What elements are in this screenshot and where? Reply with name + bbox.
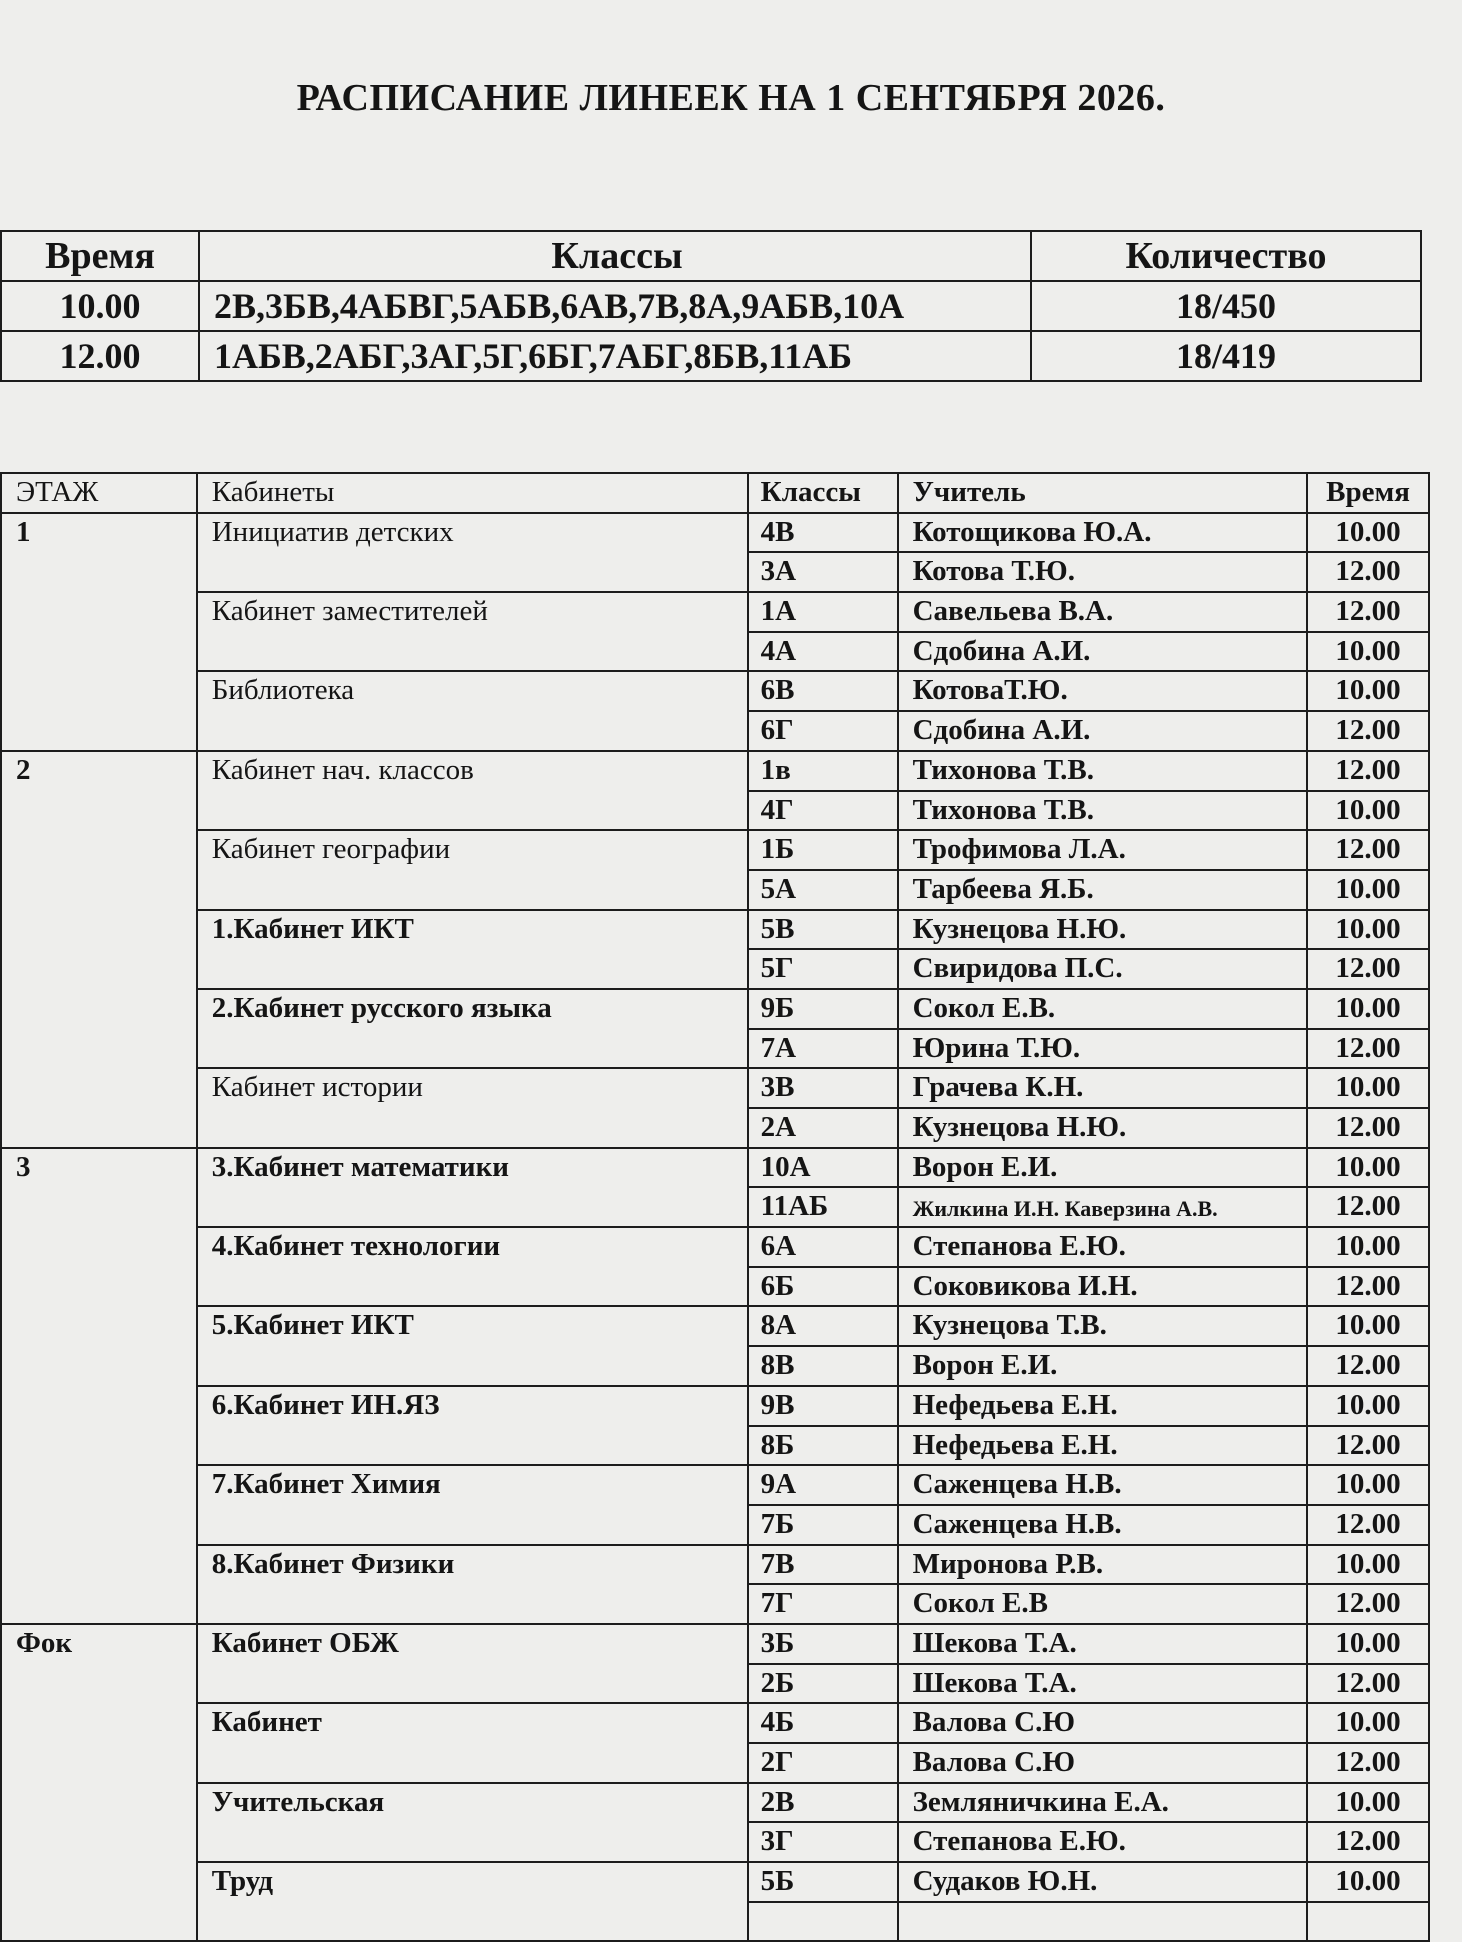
- class-cell: 5А: [748, 870, 898, 910]
- time-cell: 12.00: [1307, 1584, 1429, 1624]
- time-cell: 12.00: [1307, 1346, 1429, 1386]
- time-cell: 12.00: [1307, 592, 1429, 632]
- teacher-cell: Сокол Е.В.: [898, 989, 1307, 1029]
- floor-cell: 3: [1, 1148, 197, 1624]
- time-cell: 10.00: [1307, 1545, 1429, 1585]
- teacher-cell: Саженцева Н.В.: [898, 1505, 1307, 1545]
- page-title: РАСПИСАНИЕ ЛИНЕЕК НА 1 СЕНТЯБРЯ 2026.: [296, 77, 1166, 119]
- time-cell: 12.00: [1307, 830, 1429, 870]
- room-cell: Кабинет заместителей: [197, 592, 748, 671]
- summary-header-row: [1, 231, 1421, 281]
- teacher-cell: Кузнецова Н.Ю.: [898, 1108, 1307, 1148]
- table-row: [1, 910, 1429, 950]
- room-cell: Кабинет географии: [197, 830, 748, 909]
- teacher-cell: Степанова Е.Ю.: [898, 1822, 1307, 1862]
- teacher-cell: Кузнецова Т.В.: [898, 1306, 1307, 1346]
- table-row: [1, 830, 1429, 870]
- teacher-cell: Кузнецова Н.Ю.: [898, 910, 1307, 950]
- time-cell: 12.00: [1307, 1505, 1429, 1545]
- table-row: [1, 1624, 1429, 1664]
- room-cell: 7.Кабинет Химия: [197, 1465, 748, 1544]
- room-cell: Кабинет истории: [197, 1068, 748, 1147]
- time-cell: 10.00: [1307, 1624, 1429, 1664]
- class-cell: 10А: [748, 1148, 898, 1188]
- table-row: [1, 592, 1429, 632]
- class-cell: 2Г: [748, 1743, 898, 1783]
- class-cell: 3В: [748, 1068, 898, 1108]
- table-row: [1, 513, 1429, 553]
- summary-classes: 2В,3БВ,4АБВГ,5АБВ,6АВ,7В,8А,9АБВ,10А: [199, 281, 1031, 331]
- summary-table: [0, 230, 1422, 382]
- teacher-cell: Савельева В.А.: [898, 592, 1307, 632]
- class-cell: 9Б: [748, 989, 898, 1029]
- class-cell: 4Б: [748, 1703, 898, 1743]
- class-cell: 1А: [748, 592, 898, 632]
- teacher-cell: Нефедьева Е.Н.: [898, 1386, 1307, 1426]
- time-cell: 12.00: [1307, 1029, 1429, 1069]
- time-cell: 10.00: [1307, 1465, 1429, 1505]
- table-row: [1, 1227, 1429, 1267]
- table-row: [1, 989, 1429, 1029]
- teacher-cell: Саженцева Н.В.: [898, 1465, 1307, 1505]
- table-row: [1, 1862, 1429, 1902]
- time-cell: 10.00: [1307, 1148, 1429, 1188]
- teacher-cell: Земляничкина Е.А.: [898, 1783, 1307, 1823]
- teacher-cell: Шекова Т.А.: [898, 1624, 1307, 1664]
- class-cell: 2Б: [748, 1664, 898, 1704]
- time-cell: 12.00: [1307, 1187, 1429, 1227]
- class-cell: 3А: [748, 552, 898, 592]
- class-cell: 4А: [748, 632, 898, 672]
- class-cell: [748, 1902, 898, 1942]
- table-row: [1, 1148, 1429, 1188]
- time-cell: 12.00: [1307, 711, 1429, 751]
- room-cell: 2.Кабинет русского языка: [197, 989, 748, 1068]
- class-cell: 9В: [748, 1386, 898, 1426]
- summary-count: 18/450: [1031, 281, 1421, 331]
- teacher-cell: Соковикова И.Н.: [898, 1267, 1307, 1307]
- class-cell: 4В: [748, 513, 898, 553]
- class-cell: 5Г: [748, 949, 898, 989]
- time-cell: 10.00: [1307, 632, 1429, 672]
- teacher-cell: Миронова Р.В.: [898, 1545, 1307, 1585]
- summary-time: 10.00: [1, 281, 199, 331]
- time-cell: 12.00: [1307, 1267, 1429, 1307]
- teacher-cell: Валова С.Ю: [898, 1703, 1307, 1743]
- time-cell: 10.00: [1307, 671, 1429, 711]
- time-cell: 10.00: [1307, 1703, 1429, 1743]
- time-cell: 12.00: [1307, 1822, 1429, 1862]
- summary-header-time: Время: [1, 231, 199, 281]
- floor-cell: 2: [1, 751, 197, 1148]
- class-cell: 9А: [748, 1465, 898, 1505]
- class-cell: 8Б: [748, 1426, 898, 1466]
- class-cell: 7А: [748, 1029, 898, 1069]
- class-cell: 1в: [748, 751, 898, 791]
- table-row: [1, 1465, 1429, 1505]
- teacher-cell: Сокол Е.В: [898, 1584, 1307, 1624]
- time-cell: 10.00: [1307, 1227, 1429, 1267]
- room-cell: 6.Кабинет ИН.ЯЗ: [197, 1386, 748, 1465]
- teacher-cell: Тарбеева Я.Б.: [898, 870, 1307, 910]
- teacher-cell: Тихонова Т.В.: [898, 791, 1307, 831]
- table-row: [1, 751, 1429, 791]
- summary-header-count: Количество: [1031, 231, 1421, 281]
- teacher-cell: Трофимова Л.А.: [898, 830, 1307, 870]
- table-row: [1, 1386, 1429, 1426]
- class-cell: 7Г: [748, 1584, 898, 1624]
- class-cell: 2В: [748, 1783, 898, 1823]
- class-cell: 4Г: [748, 791, 898, 831]
- room-cell: 8.Кабинет Физики: [197, 1545, 748, 1624]
- time-cell: 12.00: [1307, 1743, 1429, 1783]
- time-cell: 12.00: [1307, 1664, 1429, 1704]
- floor-cell: Фок: [1, 1624, 197, 1942]
- teacher-cell: [898, 1902, 1307, 1942]
- table-row: [1, 1545, 1429, 1585]
- time-cell: 10.00: [1307, 910, 1429, 950]
- class-cell: 1Б: [748, 830, 898, 870]
- teacher-cell: Тихонова Т.В.: [898, 751, 1307, 791]
- table-row: [1, 1068, 1429, 1108]
- header-floor: ЭТАЖ: [1, 473, 197, 513]
- class-cell: 6Г: [748, 711, 898, 751]
- time-cell: 12.00: [1307, 1426, 1429, 1466]
- summary-row: [1, 281, 1421, 331]
- teacher-cell: Нефедьева Е.Н.: [898, 1426, 1307, 1466]
- teacher-cell: Юрина Т.Ю.: [898, 1029, 1307, 1069]
- teacher-cell: Ворон Е.И.: [898, 1148, 1307, 1188]
- summary-classes: 1АБВ,2АБГ,3АГ,5Г,6БГ,7АБГ,8БВ,11АБ: [199, 331, 1031, 381]
- teacher-cell: Котощикова Ю.А.: [898, 513, 1307, 553]
- teacher-cell: Валова С.Ю: [898, 1743, 1307, 1783]
- time-cell: 10.00: [1307, 1862, 1429, 1902]
- summary-count: 18/419: [1031, 331, 1421, 381]
- class-cell: 6Б: [748, 1267, 898, 1307]
- time-cell: 10.00: [1307, 870, 1429, 910]
- class-cell: 5В: [748, 910, 898, 950]
- rooms-table: [0, 472, 1430, 1942]
- teacher-cell: Шекова Т.А.: [898, 1664, 1307, 1704]
- class-cell: 6В: [748, 671, 898, 711]
- table-row: [1, 671, 1429, 711]
- teacher-cell: КотоваТ.Ю.: [898, 671, 1307, 711]
- teacher-cell: Сдобина А.И.: [898, 711, 1307, 751]
- teacher-cell: Жилкина И.Н. Каверзина А.В.: [898, 1187, 1307, 1227]
- table-row: [1, 1783, 1429, 1823]
- teacher-cell: Грачева К.Н.: [898, 1068, 1307, 1108]
- time-cell: 10.00: [1307, 989, 1429, 1029]
- class-cell: 8А: [748, 1306, 898, 1346]
- class-cell: 5Б: [748, 1862, 898, 1902]
- room-cell: Учительская: [197, 1783, 748, 1862]
- time-cell: [1307, 1902, 1429, 1942]
- room-cell: Инициатив детских: [197, 513, 748, 592]
- floor-cell: 1: [1, 513, 197, 751]
- class-cell: 6А: [748, 1227, 898, 1267]
- time-cell: 10.00: [1307, 513, 1429, 553]
- time-cell: 10.00: [1307, 1068, 1429, 1108]
- room-cell: Кабинет ОБЖ: [197, 1624, 748, 1703]
- room-cell: 3.Кабинет математики: [197, 1148, 748, 1227]
- room-cell: Кабинет: [197, 1703, 748, 1782]
- time-cell: 12.00: [1307, 949, 1429, 989]
- teacher-cell: Сдобина А.И.: [898, 632, 1307, 672]
- class-cell: 11АБ: [748, 1187, 898, 1227]
- summary-time: 12.00: [1, 331, 199, 381]
- room-cell: Кабинет нач. классов: [197, 751, 748, 830]
- room-cell: 1.Кабинет ИКТ: [197, 910, 748, 989]
- summary-header-classes: Классы: [199, 231, 1031, 281]
- header-classes: Классы: [748, 473, 898, 513]
- time-cell: 10.00: [1307, 1306, 1429, 1346]
- teacher-cell: Котова Т.Ю.: [898, 552, 1307, 592]
- summary-row: [1, 331, 1421, 381]
- teacher-cell: Ворон Е.И.: [898, 1346, 1307, 1386]
- teacher-cell: Судаков Ю.Н.: [898, 1862, 1307, 1902]
- class-cell: 8В: [748, 1346, 898, 1386]
- rooms-header-row: [1, 473, 1429, 513]
- teacher-cell: Свиридова П.С.: [898, 949, 1307, 989]
- class-cell: 3Б: [748, 1624, 898, 1664]
- table-row: [1, 1306, 1429, 1346]
- room-cell: 5.Кабинет ИКТ: [197, 1306, 748, 1385]
- time-cell: 10.00: [1307, 1386, 1429, 1426]
- header-teacher: Учитель: [898, 473, 1307, 513]
- time-cell: 12.00: [1307, 751, 1429, 791]
- class-cell: 2А: [748, 1108, 898, 1148]
- teacher-cell: Степанова Е.Ю.: [898, 1227, 1307, 1267]
- table-row: [1, 1703, 1429, 1743]
- time-cell: 12.00: [1307, 552, 1429, 592]
- class-cell: 7В: [748, 1545, 898, 1585]
- time-cell: 12.00: [1307, 1108, 1429, 1148]
- room-cell: Труд: [197, 1862, 748, 1941]
- class-cell: 7Б: [748, 1505, 898, 1545]
- header-time: Время: [1307, 473, 1429, 513]
- room-cell: Библиотека: [197, 671, 748, 750]
- room-cell: 4.Кабинет технологии: [197, 1227, 748, 1306]
- time-cell: 10.00: [1307, 1783, 1429, 1823]
- time-cell: 10.00: [1307, 791, 1429, 831]
- header-room: Кабинеты: [197, 473, 748, 513]
- class-cell: 3Г: [748, 1822, 898, 1862]
